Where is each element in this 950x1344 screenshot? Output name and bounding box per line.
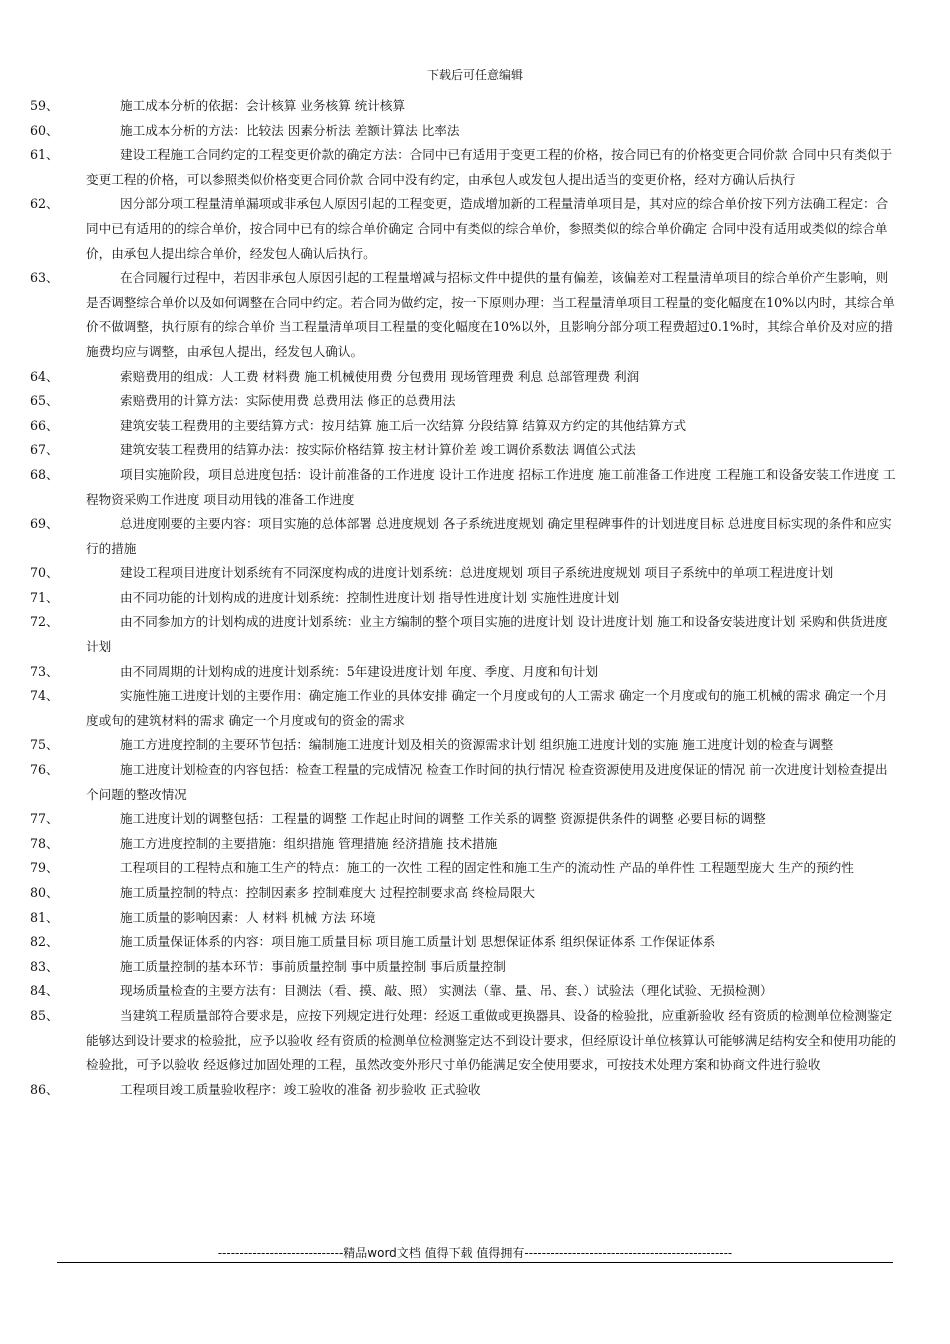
item-text: 施工质量保证体系的内容：项目施工质量目标 项目施工质量计划 思想保证体系 组织保证体系 工作保证体系 (120, 934, 716, 950)
list-item (30, 955, 896, 980)
item-text: 因分部分项工程量清单漏项或非承包人原因引起的工程变更，造成增加新的工程量清单项目是，其对应的综合单价按下列方法确工程定：合同中已有适用的的综合单价，按合同中已有的综合单价确定 合同中有类似的综合单价，参照类似的综合单价确定 合同中没有适用或类似的综合单价，由承包人提出综合单价，经发包人确认后执行。 (86, 196, 889, 261)
item-number: 65、 (30, 393, 59, 409)
item-number: 66、 (30, 417, 59, 433)
item-text: 由不同功能的计划构成的进度计划系统：控制性进度计划 指导性进度计划 实施性进度计划 (120, 589, 620, 605)
list-item (30, 266, 896, 364)
list-item (30, 906, 896, 931)
item-text: 施工成本分析的依据：会计核算 业务核算 统计核算 (120, 98, 406, 113)
item-text: 施工质量的影响因素：人 材料 机械 方法 环境 (120, 909, 376, 925)
item-text: 索赔费用的组成：人工费 材料费 施工机械使用费 分包费用 现场管理费 利息 总部管理费 利润 (120, 368, 640, 384)
list-item (30, 1078, 896, 1103)
item-number: 76、 (30, 762, 59, 778)
list-item (30, 807, 896, 832)
list-item (30, 660, 896, 685)
item-text: 总进度刚要的主要内容：项目实施的总体部署 总进度规划 各子系统进度规划 确定里程碑事件的计划进度目标 总进度目标实现的条件和应实行的措施 (86, 516, 892, 556)
item-text: 当建筑工程质量部符合要求是，应按下列规定进行处理：经返工重做或更换器具、设备的检验批，应重新验收 经有资质的检测单位检测鉴定能够达到设计要求的检验批，应予以验收 经有资质的检测单位检测鉴定达不到设计要求，但经原设计单位核算认可能够满足结构安全和使用功能的检验批，可予以验收 经返修过加固处理的工程，虽然改变外形尺寸单仍能满足安全使用要求，可按技术处理方案和协商文件进行验收 (86, 1007, 897, 1073)
item-text: 建筑安装工程费用的主要结算方式：按月结算 施工后一次结算 分段结算 结算双方约定的其他结算方式 (120, 417, 687, 433)
item-text: 施工成本分析的方法：比较法 因素分析法 差额计算法 比率法 (120, 122, 460, 138)
list-item (30, 586, 896, 611)
item-number: 59、 (30, 98, 59, 113)
list-item (30, 512, 896, 561)
item-text: 项目实施阶段，项目总进度包括：设计前准备的工作进度 设计工作进度 招标工作进度 施工前准备工作进度 工程施工和设备安装工作进度 工程物资采购工作进度 项目动用钱的准备工作进度 (86, 466, 896, 507)
footer-rule (57, 1262, 893, 1263)
document-body (30, 94, 897, 1102)
list-item (30, 881, 896, 906)
item-text: 施工方进度控制的主要环节包括：编制施工进度计划及相关的资源需求计划 组织施工进度计划的实施 施工进度计划的检查与调整 (120, 737, 834, 753)
item-text: 在合同履行过程中，若因非承包人原因引起的工程量增减与招标文件中提供的量有偏差，该偏差对工程量清单项目的综合单价产生影响，则是否调整综合单价以及如何调整在合同中约定。若合同为做约定，按一下原则办理：当工程量清单项目工程量的变化幅度在10%以内时，其综合单价不做调整，执行原有的综合单价 当工程量清单项目工程量的变化幅度在10%以外，且影响分部分项工程费超过0.1%时，其综合单价及对应的措施费均应与调整，由承包人提出，经发包人确认。 (86, 270, 895, 359)
item-number: 69、 (30, 516, 59, 532)
list-item (30, 561, 896, 586)
list-item (30, 119, 896, 144)
list-item (30, 365, 896, 390)
list-item (30, 143, 896, 192)
item-number: 82、 (30, 934, 59, 950)
item-text: 施工质量控制的特点：控制因素多 控制难度大 过程控制要求高 终检局限大 (120, 885, 536, 900)
list-item (30, 856, 896, 881)
list-item (30, 389, 896, 414)
item-text: 施工进度计划的调整包括：工程量的调整 工作起止时间的调整 工作关系的调整 资源提供条件的调整 必要目标的调整 (120, 811, 766, 827)
item-number: 75、 (30, 737, 59, 753)
item-text: 由不同参加方的计划构成的进度计划系统：业主方编制的整个项目实施的进度计划 设计进度计划 施工和设备安装进度计划 采购和供货进度计划 (86, 614, 888, 655)
item-text: 建筑安装工程费用的结算办法：按实际价格结算 按主材计算价差 竣工调价系数法 调值公式法 (120, 442, 636, 458)
list-item (30, 758, 896, 807)
item-text: 索赔费用的计算方法：实际使用费 总费用法 修正的总费用法 (120, 393, 456, 409)
item-number: 74、 (30, 688, 59, 704)
list-item (30, 94, 896, 119)
page-header: 下载后可任意编辑 (426, 68, 523, 82)
list-item (30, 979, 896, 1004)
item-text: 建设工程施工合同约定的工程变更价款的确定方法：合同中已有适用于变更工程的价格，按合同已有的价格变更合同价款 合同中只有类似于变更工程的价格，可以参照类似价格变更合同价款 合同中没有约定，由承包人或发包人提出适当的变更价格，经对方确认后执行 (86, 147, 893, 187)
item-number: 62、 (30, 196, 59, 212)
item-number: 68、 (30, 466, 59, 482)
list-item (30, 463, 896, 512)
item-number: 78、 (30, 835, 59, 851)
list-item (30, 414, 896, 439)
item-number: 61、 (30, 147, 59, 163)
list-item (30, 832, 896, 857)
item-number: 80、 (30, 885, 59, 900)
item-text: 建设工程项目进度计划系统有不同深度构成的进度计划系统：总进度规划 项目子系统进度规划 项目子系统中的单项工程进度计划 (120, 565, 834, 581)
item-number: 71、 (30, 589, 59, 605)
list-item (30, 610, 896, 659)
item-number: 72、 (30, 614, 59, 630)
item-number: 85、 (30, 1007, 59, 1023)
list-item (30, 192, 896, 266)
item-number: 64、 (30, 368, 59, 384)
item-number: 77、 (30, 811, 59, 827)
list-item (30, 1004, 897, 1078)
list-item (30, 733, 896, 758)
page-footer: -----------------------------精品word文档 值得下载 值得拥有------------------------------------------------ (217, 1246, 733, 1260)
item-number: 67、 (30, 442, 59, 458)
item-text: 实施性施工进度计划的主要作用：确定施工作业的具体安排 确定一个月度或旬的人工需求 确定一个月度或旬的施工机械的需求 确定一个月度或旬的建筑材料的需求 确定一个月度或旬的资金的需求 (86, 688, 888, 728)
item-number: 86、 (30, 1081, 59, 1097)
item-text: 工程项目的工程特点和施工生产的特点：施工的一次性 工程的固定性和施工生产的流动性 产品的单件性 工程题型庞大 生产的预约性 (120, 860, 854, 876)
item-number: 63、 (30, 270, 59, 286)
item-number: 81、 (30, 909, 59, 925)
item-number: 84、 (30, 983, 59, 999)
item-text: 现场质量检查的主要方法有：目测法（看、摸、敲、照） 实测法（靠、量、吊、套、）试验法（理化试验、无损检测） (120, 983, 773, 999)
list-item (30, 930, 896, 955)
item-text: 施工方进度控制的主要措施：组织措施 管理措施 经济措施 技术措施 (120, 835, 498, 851)
item-number: 79、 (30, 860, 59, 876)
item-number: 73、 (30, 663, 59, 679)
list-item (30, 684, 896, 733)
item-number: 70、 (30, 565, 59, 581)
item-number: 60、 (30, 122, 59, 138)
list-item (30, 438, 896, 463)
item-text: 施工进度计划检查的内容包括：检查工程量的完成情况 检查工作时间的执行情况 检查资源使用及进度保证的情况 前一次进度计划检查提出个问题的整改情况 (86, 762, 888, 802)
item-text: 工程项目竣工质量验收程序：竣工验收的准备 初步验收 正式验收 (120, 1081, 481, 1097)
item-number: 83、 (30, 958, 59, 974)
item-text: 由不同周期的计划构成的进度计划系统：5年建设进度计划 年度、季度、月度和旬计划 (120, 663, 598, 679)
item-text: 施工质量控制的基本环节：事前质量控制 事中质量控制 事后质量控制 (120, 958, 506, 974)
